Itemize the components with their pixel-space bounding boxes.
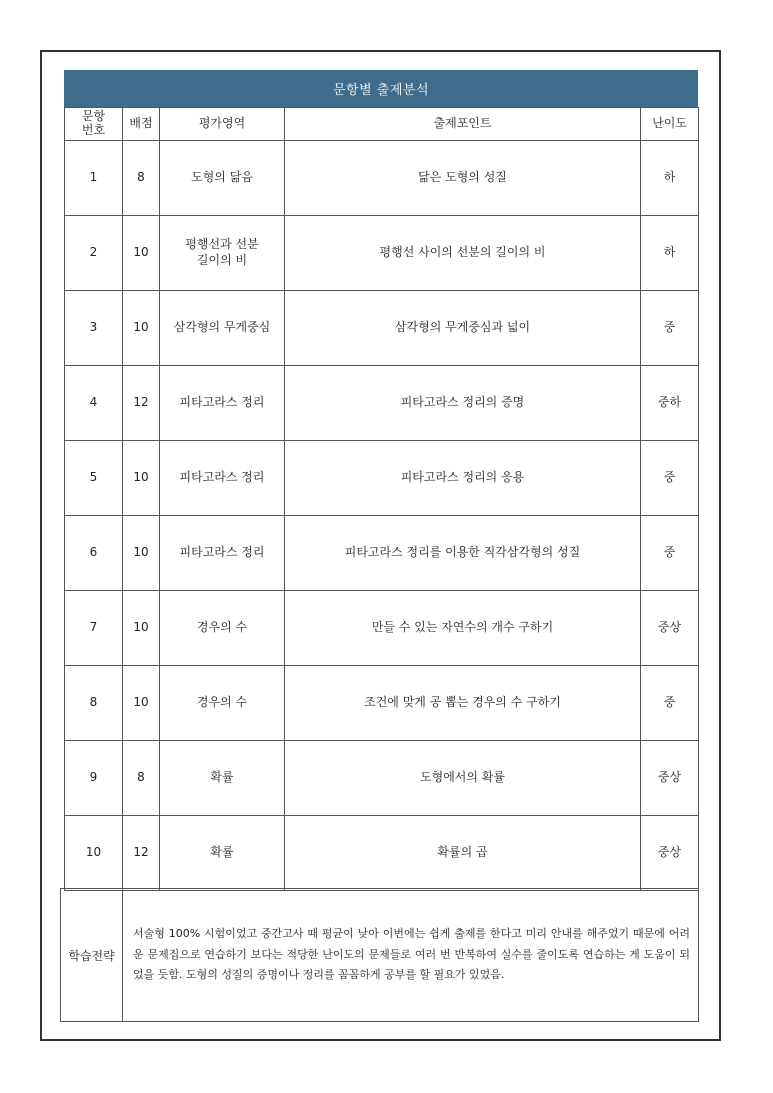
cell-area: 경우의 수 — [160, 666, 285, 741]
cell-level: 중 — [641, 516, 699, 591]
header-score: 배점 — [123, 108, 160, 141]
cell-level: 중하 — [641, 366, 699, 441]
cell-level: 하 — [641, 141, 699, 216]
table-row — [65, 441, 699, 516]
header-area: 평가영역 — [160, 108, 285, 141]
header-no: 문항 번호 — [65, 108, 123, 141]
cell-point: 삼각형의 무게중심과 넓이 — [285, 291, 641, 366]
cell-point: 피타고라스 정리를 이용한 직각삼각형의 성질 — [285, 516, 641, 591]
table-row — [65, 291, 699, 366]
cell-point: 평행선 사이의 선분의 길이의 비 — [285, 216, 641, 291]
cell-no: 9 — [65, 741, 123, 816]
cell-no: 5 — [65, 441, 123, 516]
header-point: 출제포인트 — [285, 108, 641, 141]
table-row — [65, 591, 699, 666]
table-row — [65, 516, 699, 591]
cell-no: 10 — [65, 816, 123, 891]
cell-area: 도형의 닮음 — [160, 141, 285, 216]
cell-no: 1 — [65, 141, 123, 216]
cell-no: 8 — [65, 666, 123, 741]
cell-area: 피타고라스 정리 — [160, 516, 285, 591]
cell-level: 중상 — [641, 816, 699, 891]
cell-score: 12 — [123, 816, 160, 891]
cell-score: 8 — [123, 741, 160, 816]
cell-point: 만들 수 있는 자연수의 개수 구하기 — [285, 591, 641, 666]
cell-score: 10 — [123, 441, 160, 516]
strategy-section — [60, 888, 699, 1022]
table-row — [65, 216, 699, 291]
table-row — [65, 816, 699, 891]
cell-point: 닮은 도형의 성질 — [285, 141, 641, 216]
cell-score: 10 — [123, 591, 160, 666]
cell-score: 10 — [123, 291, 160, 366]
cell-level: 중상 — [641, 591, 699, 666]
cell-level: 중상 — [641, 741, 699, 816]
cell-level: 중 — [641, 666, 699, 741]
cell-no: 6 — [65, 516, 123, 591]
table-header-row — [65, 108, 699, 141]
analysis-table — [64, 107, 699, 891]
cell-score: 8 — [123, 141, 160, 216]
cell-no: 4 — [65, 366, 123, 441]
cell-score: 10 — [123, 666, 160, 741]
table-row — [65, 141, 699, 216]
cell-area: 삼각형의 무게중심 — [160, 291, 285, 366]
strategy-label: 학습전략 — [61, 889, 123, 1021]
cell-point: 피타고라스 정리의 응용 — [285, 441, 641, 516]
cell-area: 피타고라스 정리 — [160, 366, 285, 441]
cell-point: 확률의 곱 — [285, 816, 641, 891]
cell-point: 조건에 맞게 공 뽑는 경우의 수 구하기 — [285, 666, 641, 741]
cell-level: 하 — [641, 216, 699, 291]
table-row — [65, 366, 699, 441]
table-row — [65, 741, 699, 816]
section-title: 문항별 출제분석 — [64, 70, 698, 107]
cell-area: 확률 — [160, 741, 285, 816]
cell-area: 경우의 수 — [160, 591, 285, 666]
cell-point: 피타고라스 정리의 증명 — [285, 366, 641, 441]
cell-level: 중 — [641, 291, 699, 366]
table-row — [65, 666, 699, 741]
cell-area: 평행선과 선분 길이의 비 — [160, 216, 285, 291]
cell-no: 3 — [65, 291, 123, 366]
cell-no: 2 — [65, 216, 123, 291]
cell-point: 도형에서의 확률 — [285, 741, 641, 816]
cell-score: 10 — [123, 516, 160, 591]
cell-no: 7 — [65, 591, 123, 666]
cell-area: 피타고라스 정리 — [160, 441, 285, 516]
cell-area: 확률 — [160, 816, 285, 891]
cell-score: 10 — [123, 216, 160, 291]
header-level: 난이도 — [641, 108, 699, 141]
cell-score: 12 — [123, 366, 160, 441]
cell-level: 중 — [641, 441, 699, 516]
strategy-text: 서술형 100% 시험이었고 중간고사 때 평균이 낮아 이번에는 쉽게 출제를 한다고 미리 안내를 해주었기 때문에 어려운 문제집으로 연습하기 보다는 적당한 난이도의 문제들로 여러 번 반복하여 실수를 줄이도록 연습하는 게 도움이 되었을 듯함. 도형의 성질의 증명이나 정리를 꼼꼼하게 공부를 할 필요가 있었음. — [133, 927, 690, 982]
